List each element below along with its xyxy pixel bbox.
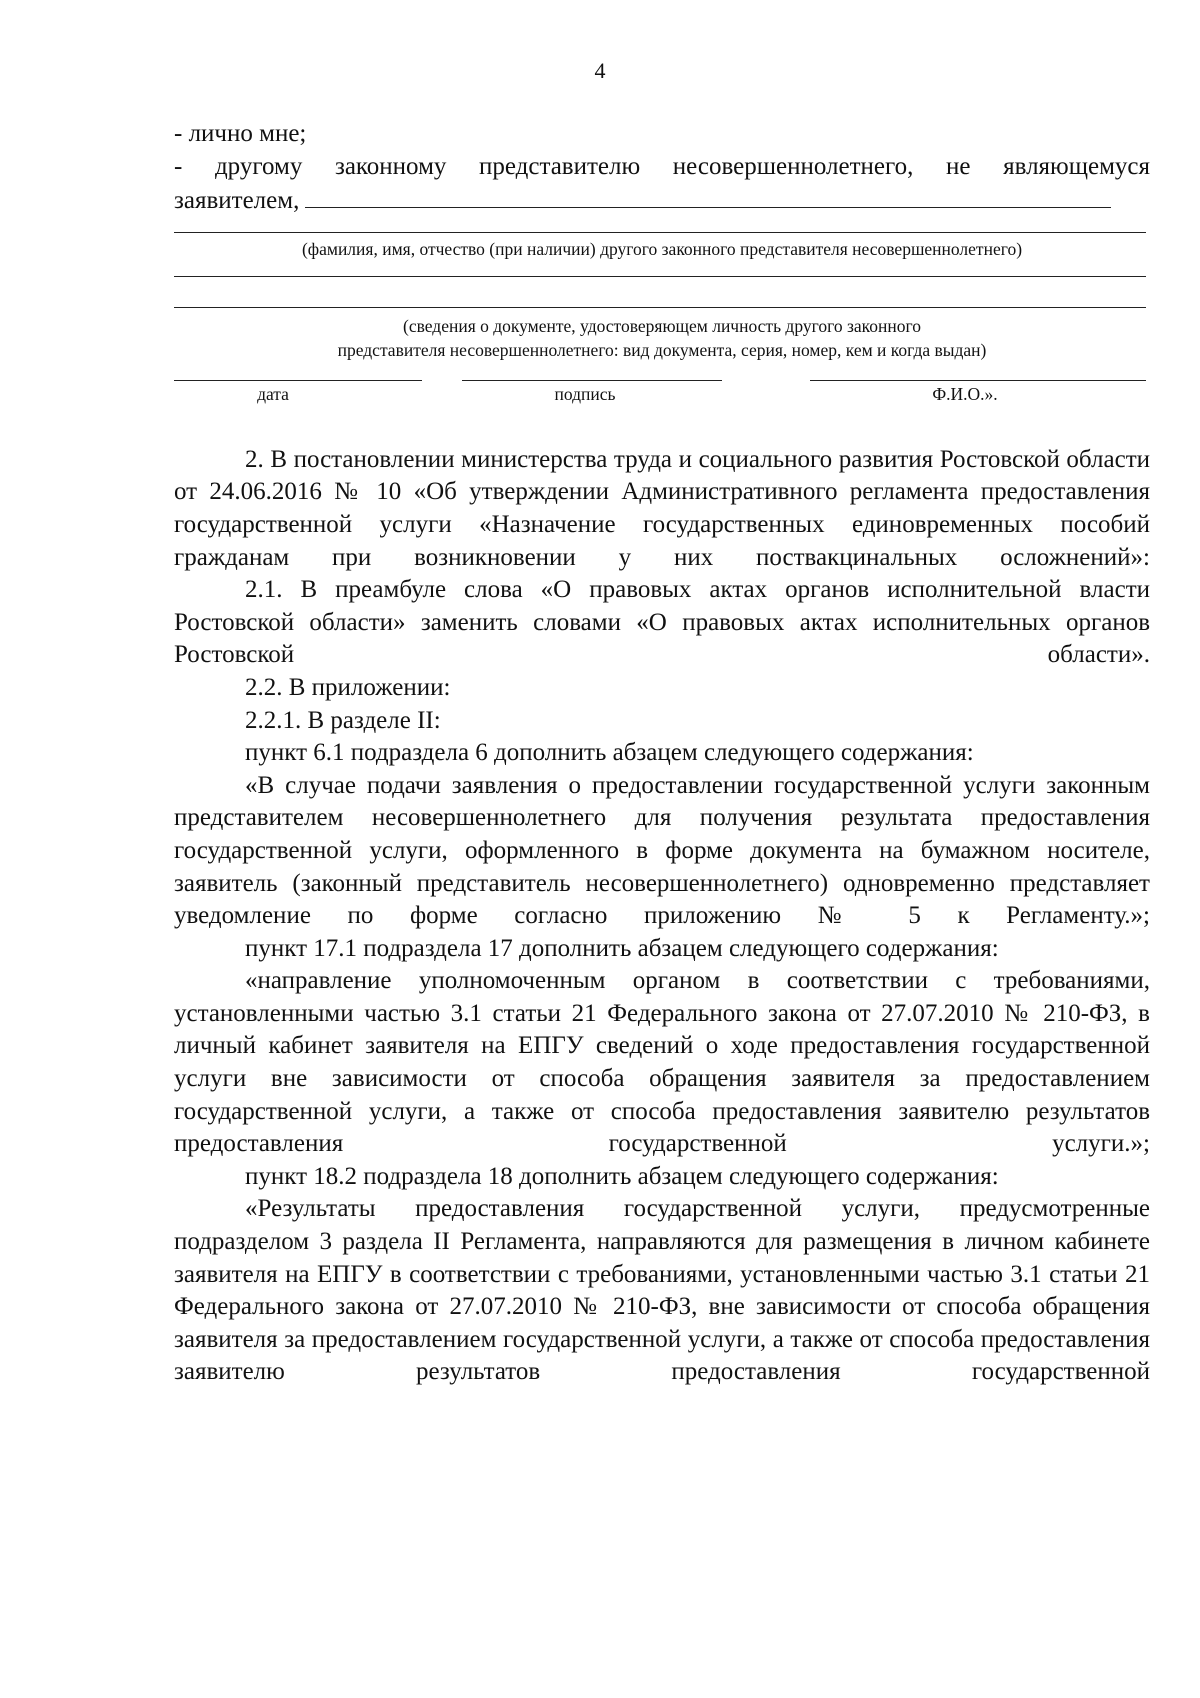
signature-block [174,380,1150,424]
paragraph-point-18-2: пункт 18.2 подраздела 18 дополнить абзацем следующего содержания: [245,1162,999,1190]
paragraph-quote-17-1: «направление уполномоченным органом в соответствии с требованиями, установленными частью 3.1 статьи 21 Федерального закона от 27.07.2010 № 210-ФЗ, в личный кабинет заявителя на ЕПГУ сведений о ходе предоставления государственной услуги вне зависимости от способа обращения заявителя за предоставлением государственной услуги, а также от способа предоставления заявителю результатов предоставления государственной услуги.»; [174,967,1150,1158]
notice-applicant-line [174,183,1150,218]
paragraph-2-2: 2.2. В приложении: [245,673,451,701]
applicant-fill-line [305,183,1111,208]
paragraph-quote-6-1: «В случае подачи заявления о предоставлении государственной услуги законным представителем несовершеннолетнего для получения результата предоставления государственной услуги, оформленного в форме документа на бумажном носителе, заявитель (законный представитель несовершеннолетнего) одновременно представляет уведомление по форме согласно приложению № 5 к Регламенту.»; [174,771,1150,930]
document-fill-line-1 [174,276,1146,277]
notice-option-self: - лично мне; [174,120,307,147]
document-body [174,118,1150,1389]
notice-option-other-representative: - другому законному представителю несовершеннолетнего, не являющемуся [174,152,1150,180]
document-caption-line-1: (сведения о документе, удостоверяющем личность другого законного [403,315,921,336]
name-caption: (фамилия, имя, отчество (при наличии) другого законного представителя несовершеннолетнего) [301,238,1023,259]
date-line [174,380,422,381]
paragraph-2-1: 2.1. В преамбуле слова «О правовых актах органов исполнительной власти Ростовской области» заменить словами «О правовых актах исполнительных органов Ростовской области». [174,576,1150,669]
fio-label: Ф.И.О.». [932,383,998,404]
paragraph-2-2-1: 2.2.1. В разделе II: [245,706,441,734]
document-fill-line-2 [174,307,1146,308]
applicant-prefix: заявителем, [174,187,300,215]
paragraph-point-6-1: пункт 6.1 подраздела 6 дополнить абзацем следующего содержания: [245,739,974,767]
fio-line [810,380,1146,381]
document-caption-line-2: представителя несовершеннолетнего: вид документа, серия, номер, кем и когда выдан) [337,339,987,360]
date-label: дата [257,383,289,404]
page-number: 4 [594,58,606,83]
paragraph-point-17-1: пункт 17.1 подраздела 17 дополнить абзацем следующего содержания: [245,934,999,962]
signature-line [462,380,722,381]
name-fill-line [174,232,1146,233]
signature-label: подпись [554,383,616,404]
paragraph-quote-18-2: «Результаты предоставления государственной услуги, предусмотренные подразделом 3 раздела II Регламента, направляются для размещения в личном кабинете заявителя на ЕПГУ в соответствии с требованиями, установленными частью 3.1 статьи 21 Федерального закона от 27.07.2010 № 210-ФЗ, вне зависимости от способа обращения заявителя за предоставлением государственной услуги, а также от способа предоставления заявителю результатов предоставления государственной [174,1195,1150,1386]
paragraph-2: 2. В постановлении министерства труда и социального развития Ростовской области от 24.06.2016 № 10 «Об утверждении Административного регламента предоставления государственной услуги «Назначение государственных единовременных пособий гражданам при возникновении у них поствакцинальных осложнений»: [174,445,1150,571]
